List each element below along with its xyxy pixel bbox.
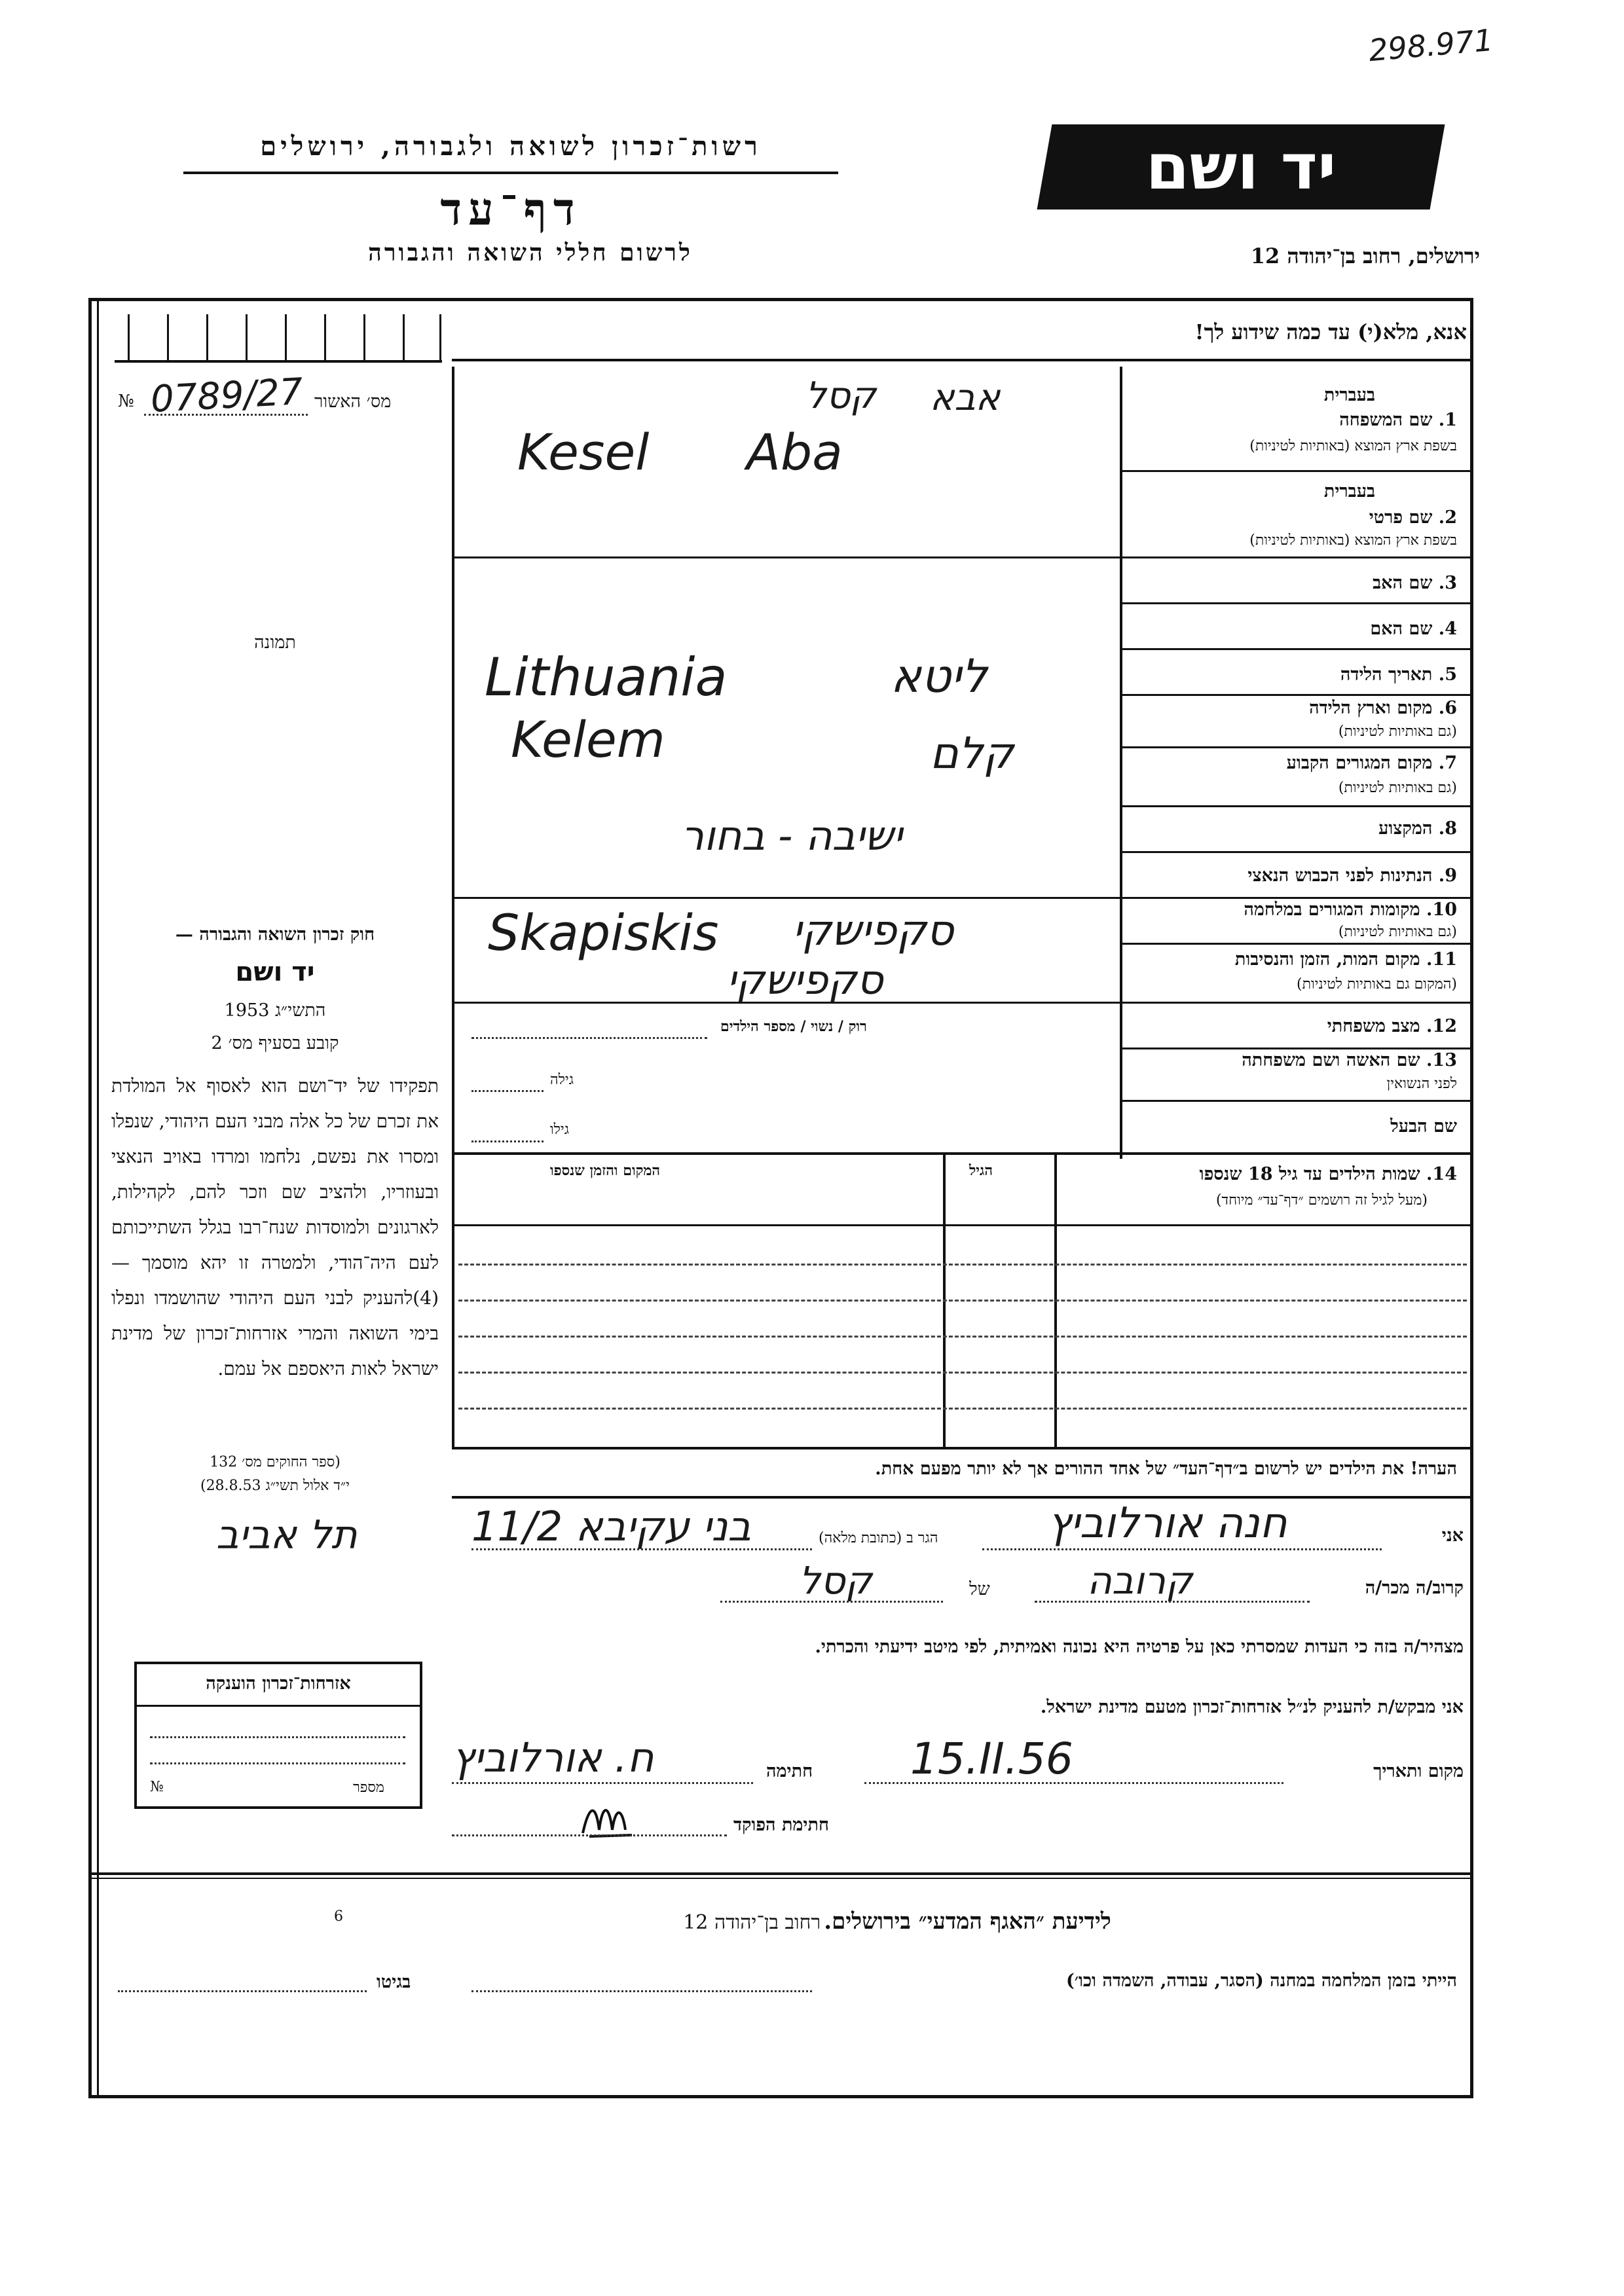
field14-place-col: המקום והזמן שנספו [550,1162,661,1179]
field9-label: 9. הנתינות לפני הכבוש הנאצי [1247,866,1457,886]
footer-notice-bold: לידיעת ״האגף המדעי״ בירושלים. [824,1908,1111,1935]
law-title: חוק זכרון השואה והגבורה — [175,924,375,945]
citizenship-box [134,1662,422,1809]
field10-latin-value[interactable]: Skapiskis [488,903,719,962]
field10-hebrew-value[interactable]: סקפישקי [792,907,954,955]
field2-latin-value[interactable]: Aba [747,423,843,481]
field11-label: 11. מקום המות, הזמן והנסיבות [1234,949,1457,970]
law-year: התשי״ג 1953 [224,1000,326,1021]
relative-label: קרוב/ה מכר/ה [1365,1578,1464,1598]
law-clause: קובע בסעיף מס׳ 2 [211,1033,339,1053]
field13-age-label: גילה [550,1072,574,1088]
field7-hebrew-value[interactable]: קלם [930,728,1014,778]
lives-in-label: הגר ב (כתובת מלאה) [819,1530,938,1546]
law-ref-1: (ספר החוקים מס׳ 132 [210,1454,341,1470]
yad-vashem-logo [1037,124,1445,210]
citizenship-title: אזרחות־זכרון הוענקה [206,1673,351,1694]
signature-value[interactable]: ח. אורלוביץ [452,1734,654,1781]
of-value[interactable]: קסל [799,1558,872,1603]
husband-age-label: גילו [550,1121,569,1138]
law-text: תפקידו של יד־ושם הוא לאסוף אל המולדת את זכרם של כל אלה מבני העם היהודי, שנפלו ומסרו את נפשם, נלחמו ומרדו באויב הנאצי ובעוזריו, ולהציב שם וזכר להם, לקהילות, לארגונים ולמוסדות שנח־רבו בגלל השתייכותם לעם היה־הודי, ולמטרה זו יהא מוסמך — (4)להעניק לבני העם היהודי שהושמדו ונפלו בימי השואה והמרי אזרחות־זכרון של מדינת ישראל לאות היאספם אל עמם. [111,1075,439,1379]
field14-sub: (מעל לגיל זה רושמים ״דף־עד״ מיוחד) [1215,1192,1428,1209]
approval-number-sign: № [118,392,134,411]
field5-label: 5. תאריך הלידה [1340,665,1457,685]
field8-value[interactable]: ישיבה - בחור [681,812,903,860]
field1-hebrew-tag: בעברית [1323,385,1375,405]
field1-label: 1. שם המשפחה [1339,410,1457,430]
date-value[interactable]: 15.II.56 [910,1734,1073,1784]
logo-text: יד ושם [1145,130,1337,204]
law-ref-2: י״ד אלול תשי״ג 28.8.53) [200,1478,350,1494]
approval-ticks [115,308,442,363]
field2-sub: בשפת ארץ המוצא (באותיות לטיניות) [1249,532,1457,549]
field14-label: 14. שמות הילדים עד גיל 18 שנספו [1199,1164,1457,1184]
field13-sub: לפני הנשואין [1386,1076,1457,1092]
page-mark: 6 [334,1908,343,1925]
field1-sub: בשפת ארץ המוצא (באותיות לטיניות) [1249,438,1457,454]
field6-hebrew-value[interactable]: ליטא [891,649,987,703]
page-title: דף־עד [440,183,581,236]
field10-label: 10. מקומות המגורים במלחמה [1244,900,1457,920]
place-date-label: מקום ותאריך [1373,1761,1464,1781]
field2-label: 2. שם פרטי [1369,507,1457,528]
signature-label: חתימה [766,1761,813,1781]
field12-options: רוק / נשוי / מספר הילדים [720,1018,867,1035]
photo-label: תמונה [254,632,296,653]
declaration-i-label: אני [1441,1525,1464,1546]
note-text: הערה! את הילדים יש לרשום ב״דף־העד״ של אחד ההורים אך לא יותר מפעם אחת. [875,1459,1457,1479]
approval-number-value: 0789/27 [149,370,304,422]
field11-value[interactable]: סקפישקי [727,956,883,1004]
citizenship-number-sign: № [150,1779,164,1795]
field12-label: 12. מצב משפחתי [1327,1016,1457,1036]
request-text: אני מבקש/ת להעניק לנ״ל אזרחות־זכרון מטעם מדינת ישראל. [1040,1697,1464,1717]
field2-hebrew-tag: בעברית [1323,481,1375,501]
officer-label: חתימת הפוקד [733,1815,829,1835]
field11-sub: (המקום גם באותיות לטיניות) [1297,976,1457,993]
camp-line: הייתי בזמן המלחמה במחנה (הסגר, עבודה, השמדה וכו׳) [1066,1971,1457,1991]
field6-latin-value[interactable]: Lithuania [485,647,728,708]
ghetto-label: בגיטו [377,1972,411,1992]
declarant-name[interactable]: חנה אורלוביץ [1048,1499,1287,1548]
field7-latin-value[interactable]: Kelem [511,710,665,769]
law-name: יד ושם [235,957,315,987]
statement-text: מצהיר/ה בזה כי העדות שמסרתי כאן על פרטיה היא נכונה ואמיתית, לפי מיטב ידיעתי והכרתי. [815,1637,1464,1657]
field10-sub: (גם באותיות לטיניות) [1338,924,1457,940]
city-value[interactable]: תל אביב [216,1512,358,1558]
field3-label: 3. שם האב [1373,573,1457,593]
field13-label: 13. שם האשה ושם משפחתה [1242,1050,1457,1070]
page-subtitle: לרשום חללי השואה והגבורה [368,239,693,266]
field1-hebrew-value[interactable]: קסל [805,374,876,417]
field1-latin-value[interactable]: Kesel [517,423,650,481]
authority-underline [183,172,838,174]
header-address: ירושלים, רחוב בן־יהודה 12 [1250,244,1480,268]
address-value[interactable]: בני עקיבא 11/2 [471,1503,752,1550]
footer-notice-address: רחוב בן־יהודה 12 [683,1911,821,1934]
relation-value[interactable]: קרובה [1087,1558,1193,1603]
field6-sub: (גם באותיות לטיניות) [1338,723,1457,740]
approval-label: מס׳ האשור [314,392,392,412]
page-number: 298.971 [1367,22,1494,69]
authority-heading: רשות־זכרון לשואה ולגבורה, ירושלים [260,131,762,162]
citizenship-number-label: מספר [353,1779,384,1796]
field2-hebrew-value[interactable]: אבא [930,376,1001,419]
husband-label: שם הבעל [1390,1116,1457,1137]
field7-label: 7. מקום המגורים הקבוע [1286,753,1457,773]
field4-label: 4. שם האם [1370,619,1457,639]
field6-label: 6. מקום וארץ הלידה [1309,698,1457,718]
field7-sub: (גם באותיות לטיניות) [1338,780,1457,796]
instruction-text: אנא, מלא(י) עד כמה שידוע לך! [1194,319,1467,344]
of-label: של [969,1579,990,1599]
field8-label: 8. המקצוע [1378,818,1457,839]
footer-notice [504,1908,1290,1935]
field14-age-col: הגיל [969,1162,993,1179]
